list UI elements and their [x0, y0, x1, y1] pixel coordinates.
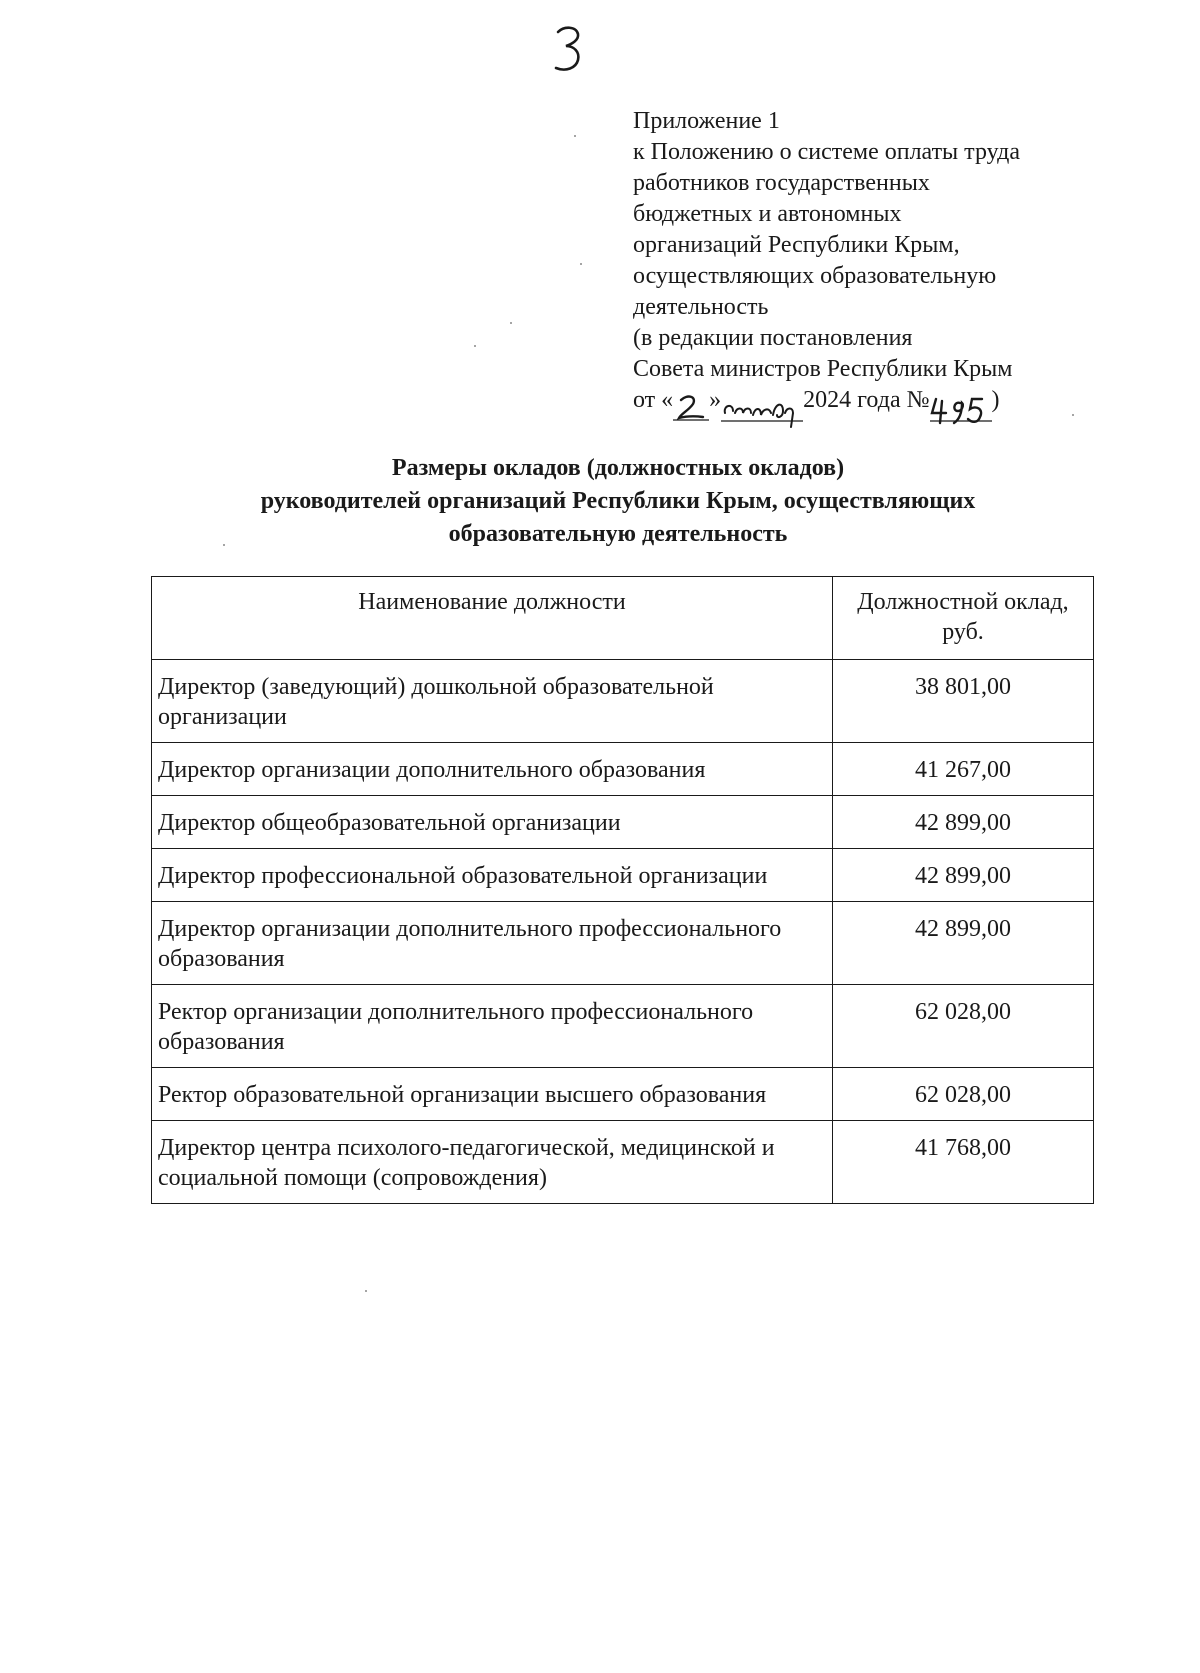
cell-salary: 42 899,00 — [833, 902, 1094, 985]
cell-position: Ректор образовательной организации высшего образования — [152, 1068, 833, 1121]
header-position: Наименование должности — [152, 577, 833, 660]
handwritten-month — [721, 385, 803, 423]
annex-line: бюджетных и автономных — [633, 201, 902, 227]
table-header-row — [152, 577, 1094, 660]
cell-salary: 42 899,00 — [833, 849, 1094, 902]
cell-salary: 41 768,00 — [833, 1121, 1094, 1204]
annex-line: к Положению о системе оплаты труда — [633, 139, 1020, 165]
cell-position: Директор общеобразовательной организации — [152, 796, 833, 849]
cell-salary: 62 028,00 — [833, 985, 1094, 1068]
table-row — [152, 985, 1094, 1068]
annex-line: работников государственных — [633, 170, 930, 196]
cell-position: Директор (заведующий) дошкольной образовательной организации — [152, 660, 833, 743]
salary-table — [151, 576, 1094, 1204]
resolution-date-line — [633, 385, 1103, 423]
scan-speck — [223, 544, 225, 546]
annex-line: организаций Республики Крым, — [633, 232, 960, 258]
handwritten-page-number — [548, 22, 588, 78]
scan-speck — [580, 263, 582, 265]
closing-paren: ) — [991, 387, 1000, 413]
title-line: образовательную деятельность — [448, 521, 788, 547]
cell-salary: 62 028,00 — [833, 1068, 1094, 1121]
table-row — [152, 743, 1094, 796]
date-prefix: от « — [633, 387, 674, 413]
table-row — [152, 796, 1094, 849]
handwritten-day — [673, 385, 709, 416]
scan-speck — [510, 322, 512, 324]
table-row — [152, 1068, 1094, 1121]
table-row — [152, 902, 1094, 985]
table-row — [152, 1121, 1094, 1204]
cell-position: Директор организации дополнительного образования — [152, 743, 833, 796]
title-line: руководителей организаций Республики Крым, осуществляющих — [260, 488, 976, 514]
scan-speck — [574, 135, 576, 137]
annex-line: осуществляющих образовательную — [633, 263, 997, 289]
cell-position: Ректор организации дополнительного профессионального образования — [152, 985, 833, 1068]
cell-salary: 41 267,00 — [833, 743, 1094, 796]
table-row — [152, 849, 1094, 902]
cell-position: Директор центра психолого-педагогической, медицинской и социальной помощи (сопровождения) — [152, 1121, 833, 1204]
date-year: 2024 года № — [803, 387, 930, 413]
cell-position: Директор профессиональной образовательной организации — [152, 849, 833, 902]
page-number — [548, 22, 588, 78]
annex-line: Совета министров Республики Крым — [633, 356, 1013, 382]
cell-salary: 38 801,00 — [833, 660, 1094, 743]
scan-speck — [365, 1290, 367, 1292]
title-line: Размеры окладов (должностных окладов) — [391, 455, 845, 481]
table-row — [152, 660, 1094, 743]
cell-salary: 42 899,00 — [833, 796, 1094, 849]
document-title — [150, 452, 1086, 551]
annex-block — [633, 106, 1103, 423]
annex-line: (в редакции постановления — [633, 325, 913, 351]
handwritten-number — [930, 385, 992, 423]
annex-line: деятельность — [633, 294, 769, 320]
scan-speck — [1072, 414, 1074, 416]
annex-line: Приложение 1 — [633, 108, 780, 134]
date-mid: » — [709, 387, 722, 413]
scan-speck — [474, 345, 476, 347]
cell-position: Директор организации дополнительного профессионального образования — [152, 902, 833, 985]
header-salary: Должностной оклад, руб. — [833, 577, 1094, 660]
